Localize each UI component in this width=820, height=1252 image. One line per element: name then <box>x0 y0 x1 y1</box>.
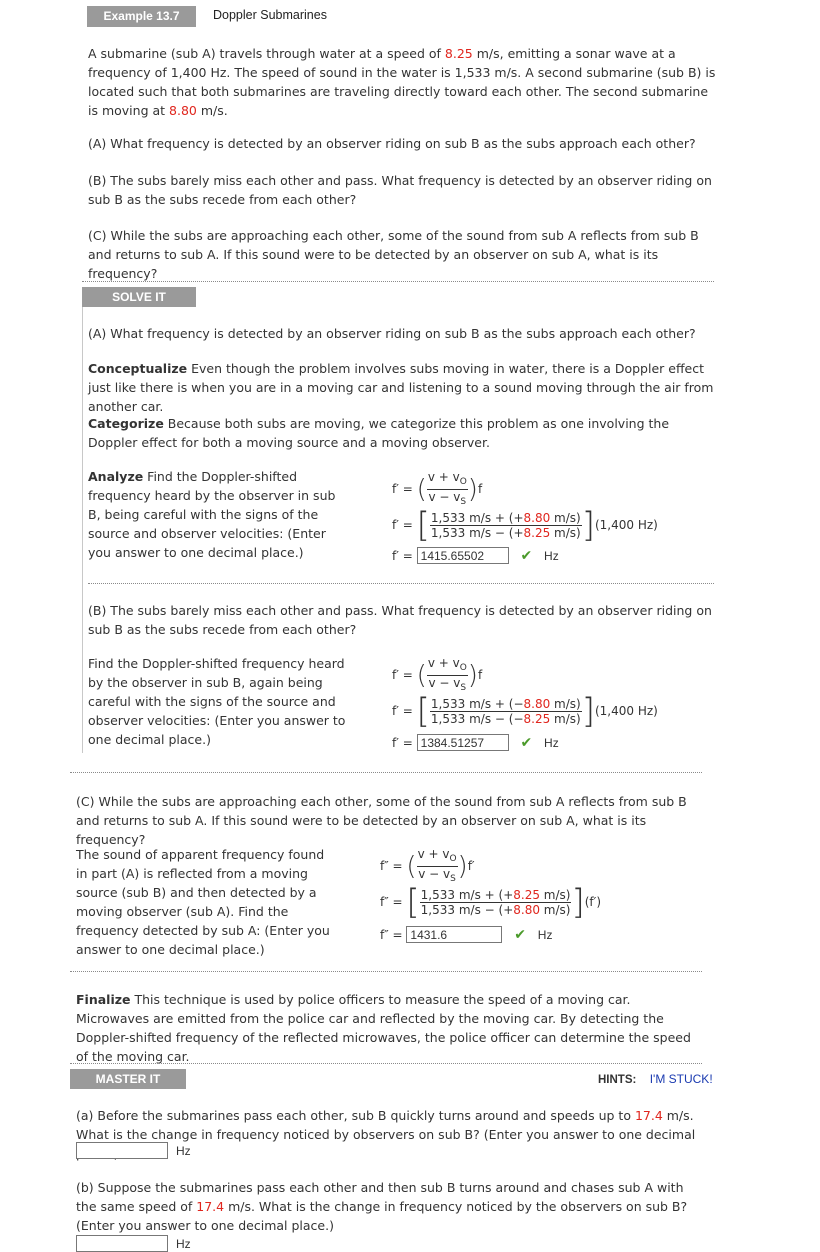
doppler-formula-b: f′ = ( $\frac{v + v_O}{v - v_S}$ )f <box>392 656 483 693</box>
divider <box>70 1063 702 1064</box>
master-question-b: (b) Suppose the submarines pass each other and then sub B turns around and chases sub A with the same speed of 17.4 m/s. What is the change in frequency noticed by the observers on sub B? (Enter you answer to one decimal place.) <box>76 1180 688 1233</box>
finalize-step: Finalize This technique is used by police officers to measure the speed of a moving car. Microwaves are emitted from the police car and reflected by the moving car. By detecting the Doppler-shifted frequency of the reflected microwaves, the police officer can determine the speed of the moving car. <box>76 992 691 1064</box>
answer-field-b[interactable]: 1384.51257 <box>417 734 509 751</box>
check-icon: ✔ <box>514 927 526 943</box>
substitution-a: f′ = [ $\frac{1,533 m/s + (+8.80 m/s)}{1,533 m/s - (+8.25 m/s)}$ ](1,400 Hz) <box>392 505 658 546</box>
doppler-formula-c: f″ = ( $\frac{v + v_O}{v - v_S}$ )f′ <box>380 847 475 884</box>
substitution-b: f′ = [ $\frac{1,533 m/s + (-8.80 m/s)}{1,533 m/s - (-8.25 m/s)}$ ](1,400 Hz) <box>392 691 658 732</box>
answer-field-a[interactable]: 1415.65502 <box>417 547 509 564</box>
question-c: (C) While the subs are approaching each other, some of the sound from sub A reflects from sub B and returns to sub A. If this sound were to be detected by an observer on sub A, what is its frequency? <box>88 228 699 281</box>
divider <box>88 583 714 584</box>
section-bar <box>82 307 84 753</box>
answer-row-c: f″ = 1431.6 ✔ Hz <box>380 927 553 943</box>
check-icon: ✔ <box>520 548 533 564</box>
solve-question-b: (B) The subs barely miss each other and pass. What frequency is detected by an observer riding on sub B as the subs recede from each other? <box>88 603 712 637</box>
problem-statement: A submarine (sub A) travels through water at a speed of 8.25 m/s, emitting a sonar wave at a frequency of 1,400 Hz. The speed of sound in the water is 1,533 m/s. A second submarine (sub B) is located such that both submarines are traveling directly toward each other. The second submarine is moving at 8.80 m/s. <box>88 46 716 118</box>
master-question-a: (a) Before the submarines pass each other, sub B quickly turns around and speeds up to 17.4 m/s. What is the change in frequency noticed by observers on sub B? (Enter you answer to one decimal <box>76 1108 696 1142</box>
conceptualize-step: Conceptualize Even though the problem involves subs moving in water, there is a Doppler effect just like there is when you are in a moving car and listening to a sound moving through the air from another car. <box>88 361 714 414</box>
master-answer-row-b: Hz <box>76 1235 191 1252</box>
analyze-step: Analyze Find the Doppler-shifted frequency heard by the observer in sub B, being careful with the signs of the source and observer velocities: (Enter you answer to one decimal place.) <box>88 469 336 560</box>
answer-row-a: f′ = 1415.65502 ✔ Hz <box>392 548 559 564</box>
hints-bar: HINTS: I'M STUCK! <box>598 1072 713 1086</box>
im-stuck-link[interactable]: I'M STUCK! <box>649 1072 713 1086</box>
question-b: (B) The subs barely miss each other and pass. What frequency is detected by an observer riding on sub B as the subs recede from each other? <box>88 173 712 207</box>
divider <box>82 281 714 282</box>
doppler-formula-a: f′ = ( $\frac{v + v_O}{v - v_S}$ )f <box>392 470 483 507</box>
example-tag: Example 13.7 <box>87 6 196 27</box>
part-c-instructions: The sound of apparent frequency found in part (A) is reflected from a moving source (sub B) and then detected by a moving observer (sub A). Find the frequency detected by sub A: (Enter you answer to one decimal place.) <box>76 847 330 957</box>
solve-it-tag: SOLVE IT <box>82 287 196 307</box>
master-answer-row-a: Hz <box>76 1142 191 1159</box>
master-it-tag: MASTER IT <box>70 1069 186 1089</box>
solve-question-a: (A) What frequency is detected by an observer riding on sub B as the subs approach each other? <box>88 326 696 341</box>
check-icon: ✔ <box>520 735 533 751</box>
master-answer-field-a[interactable] <box>76 1142 168 1159</box>
answer-row-b: f′ = 1384.51257 ✔ Hz <box>392 735 559 751</box>
categorize-step: Categorize Because both subs are moving, we categorize this problem as one involving the Doppler effect for both a moving source and a moving observer. <box>88 416 670 450</box>
answer-field-c[interactable]: 1431.6 <box>406 926 502 943</box>
substitution-c: f″ = [ $\frac{1,533 m/s + (+8.25 m/s)}{1,533 m/s - (+8.80 m/s)}$ ](f′) <box>380 882 602 923</box>
solve-question-c: (C) While the subs are approaching each other, some of the sound from sub A reflects from sub B and returns to sub A. If this sound were to be detected by an observer on sub A, what is its frequency? <box>76 794 687 847</box>
part-b-instructions: Find the Doppler-shifted frequency heard by the observer in sub B, again being careful with the signs of the source and observer velocities: (Enter you answer to one decimal place.) <box>88 656 346 747</box>
example-title: Doppler Submarines <box>213 8 327 22</box>
divider <box>70 971 702 972</box>
divider <box>70 772 702 773</box>
question-a: (A) What frequency is detected by an observer riding on sub B as the subs approach each other? <box>88 136 696 151</box>
